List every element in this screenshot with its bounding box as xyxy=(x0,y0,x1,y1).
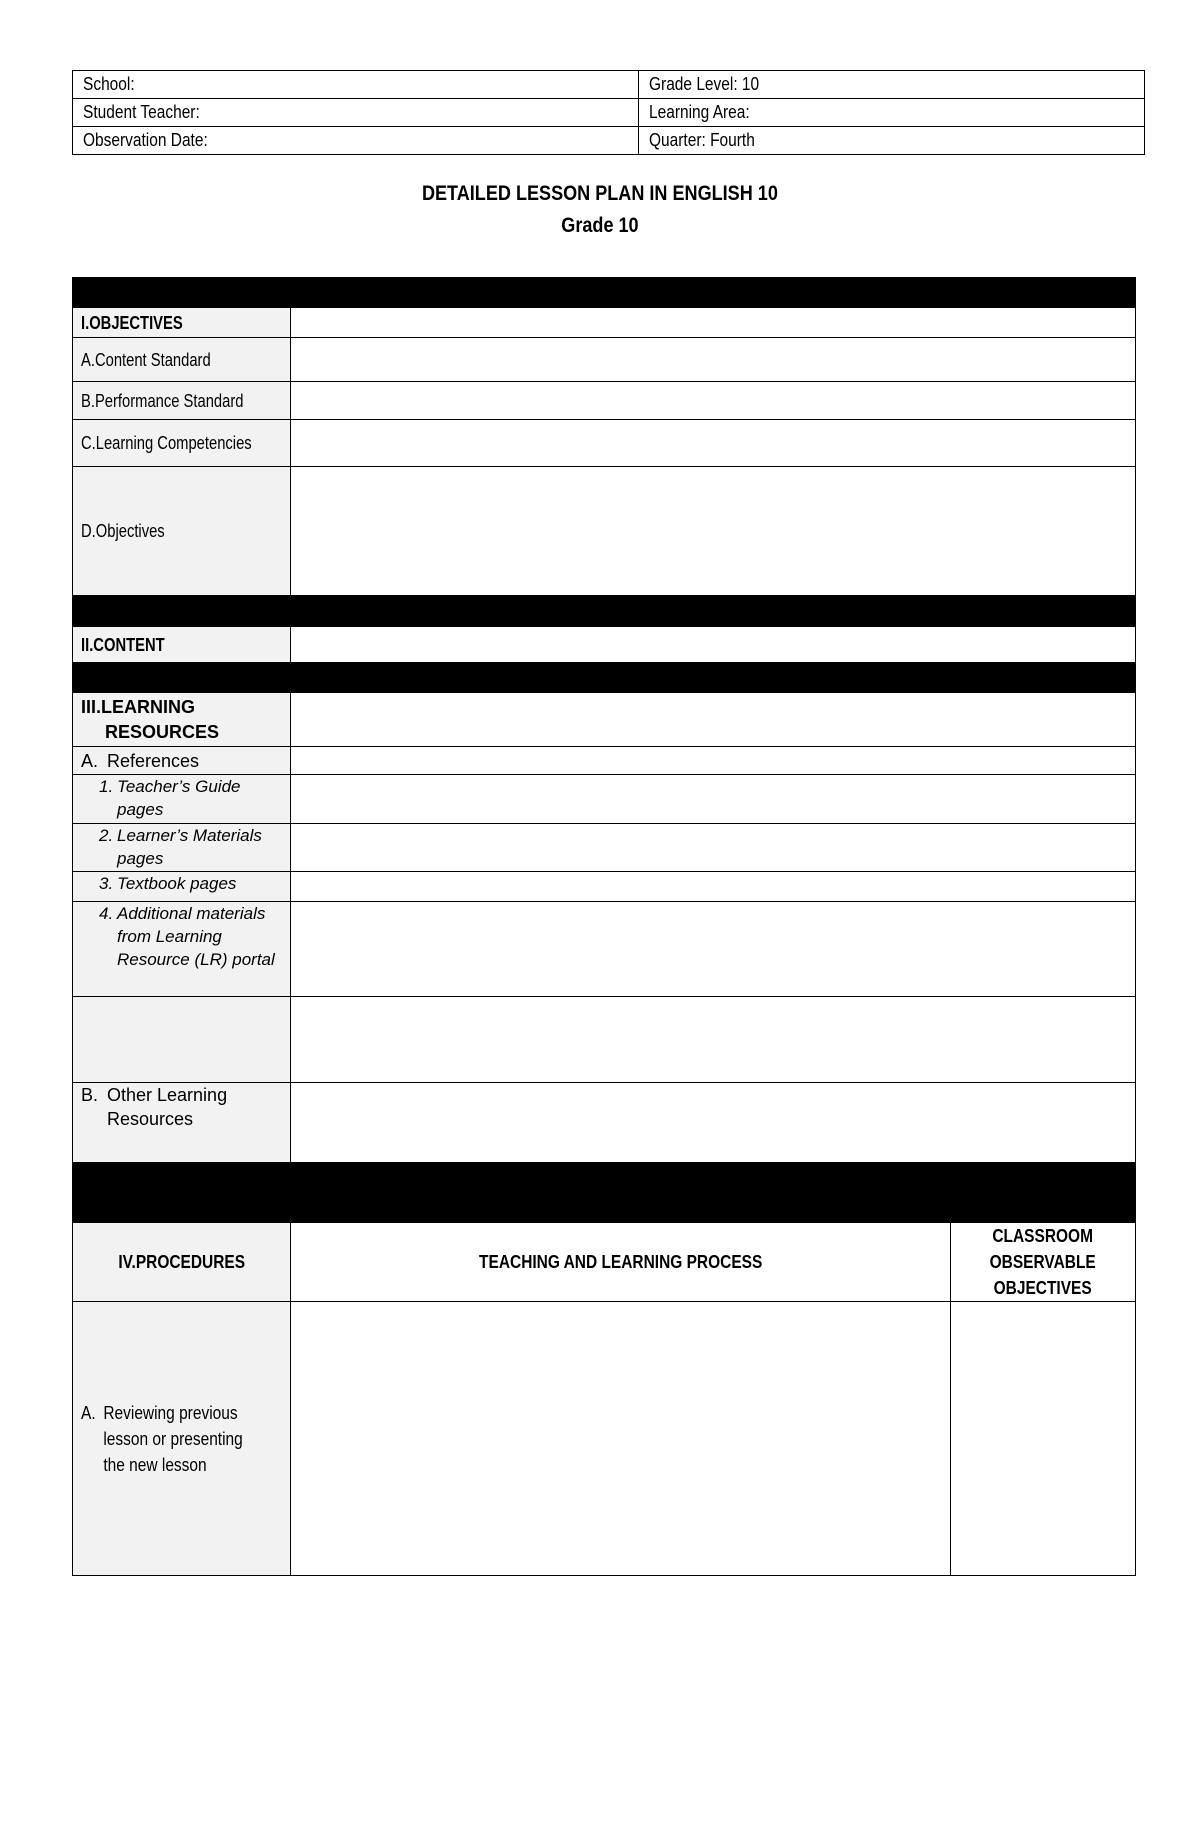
reviewing-lesson-row xyxy=(73,1302,1135,1575)
blank-resource-row xyxy=(73,997,1135,1083)
header-row-teacher xyxy=(73,99,1145,127)
other-learning-resources-row xyxy=(73,1083,1135,1163)
student-teacher-field[interactable] xyxy=(73,99,639,127)
learners-materials-cell[interactable] xyxy=(291,824,1135,871)
learners-materials-row xyxy=(73,824,1135,872)
teachers-guide-cell[interactable] xyxy=(291,775,1135,823)
procedures-heading: IV.PROCEDURES xyxy=(73,1223,291,1301)
black-separator-row xyxy=(73,663,1135,693)
learning-resources-heading-cell[interactable] xyxy=(291,693,1135,746)
other-learning-resources-cell[interactable] xyxy=(291,1083,1135,1162)
teachers-guide-row xyxy=(73,775,1135,824)
content-standard-row xyxy=(73,338,1135,382)
learning-resources-heading xyxy=(73,693,291,746)
performance-standard-cell[interactable] xyxy=(291,382,1135,419)
reviewing-lesson-objectives-cell[interactable] xyxy=(951,1302,1135,1575)
title-sub: Grade 10 xyxy=(561,214,639,237)
grade-level-label: Grade Level: 10 xyxy=(649,74,760,94)
content-standard-cell[interactable] xyxy=(291,338,1135,381)
content-row xyxy=(73,627,1135,663)
learning-competencies-label: C.Learning Competencies xyxy=(73,420,291,466)
learning-resources-heading-line1: III.LEARNING xyxy=(81,696,196,717)
header-row-school xyxy=(73,71,1145,99)
title-main: DETAILED LESSON PLAN IN ENGLISH 10 xyxy=(422,182,778,205)
procedures-header-row xyxy=(73,1223,1135,1302)
observable-objectives-line3: OBJECTIVES xyxy=(993,1278,1093,1298)
teaching-learning-process-heading: TEACHING AND LEARNING PROCESS xyxy=(291,1223,951,1301)
additional-materials-label: 4. Additional materials from Learning Resource (LR) portal xyxy=(73,902,291,996)
objectives-cell[interactable] xyxy=(291,467,1135,595)
teachers-guide-label: 1. Teacher’s Guide pages xyxy=(73,775,291,823)
learning-resources-heading-line2: RESOURCES xyxy=(105,721,220,742)
additional-materials-cell[interactable] xyxy=(291,902,1135,996)
quarter-label: Quarter: Fourth xyxy=(649,130,755,150)
document-title xyxy=(0,178,1200,242)
reviewing-lesson-process-cell[interactable] xyxy=(291,1302,951,1575)
school-field[interactable] xyxy=(73,71,639,99)
references-row xyxy=(73,747,1135,775)
header-row-date xyxy=(73,127,1145,155)
learners-materials-label: 2. Learner’s Materials pages xyxy=(73,824,291,871)
additional-materials-row xyxy=(73,902,1135,997)
references-cell[interactable] xyxy=(291,747,1135,774)
learning-area-field[interactable] xyxy=(639,99,1145,127)
observable-objectives-line2: OBSERVABLE xyxy=(989,1252,1097,1272)
objectives-heading-cell[interactable] xyxy=(291,308,1135,337)
student-teacher-label: Student Teacher: xyxy=(83,102,200,122)
observation-date-label: Observation Date: xyxy=(83,130,208,150)
content-cell[interactable] xyxy=(291,627,1135,662)
performance-standard-row xyxy=(73,382,1135,420)
references-label: A. References xyxy=(73,747,291,774)
observable-objectives-heading xyxy=(951,1223,1135,1301)
learning-resources-heading-row xyxy=(73,693,1135,747)
black-separator-row xyxy=(73,1163,1135,1223)
content-standard-label: A.Content Standard xyxy=(73,338,291,381)
textbook-pages-label: 3. Textbook pages xyxy=(73,872,291,901)
objectives-row xyxy=(73,467,1135,596)
learning-competencies-row xyxy=(73,420,1135,467)
grade-level-field[interactable] xyxy=(639,71,1145,99)
header-info-table xyxy=(72,70,1145,155)
performance-standard-label: B.Performance Standard xyxy=(73,382,291,419)
school-label: School: xyxy=(83,74,135,94)
blank-resource-cell[interactable] xyxy=(291,997,1135,1082)
other-learning-resources-label: B. Other Learning Resources xyxy=(73,1083,291,1162)
textbook-pages-row xyxy=(73,872,1135,902)
reviewing-lesson-label: A. Reviewing previous lesson or presenting the new lesson xyxy=(73,1302,291,1575)
observation-date-field[interactable] xyxy=(73,127,639,155)
objectives-heading-row xyxy=(73,308,1135,338)
objectives-label: D.Objectives xyxy=(73,467,291,595)
observable-objectives-line1: CLASSROOM xyxy=(992,1226,1094,1246)
quarter-field[interactable] xyxy=(639,127,1145,155)
learning-competencies-cell[interactable] xyxy=(291,420,1135,466)
objectives-heading: I.OBJECTIVES xyxy=(73,308,291,337)
black-separator-row xyxy=(73,596,1135,627)
content-heading: II.CONTENT xyxy=(73,627,291,662)
learning-area-label: Learning Area: xyxy=(649,102,750,122)
lesson-plan-table xyxy=(72,277,1136,1576)
textbook-pages-cell[interactable] xyxy=(291,872,1135,901)
blank-resource-label xyxy=(73,997,291,1082)
black-separator-row xyxy=(73,278,1135,308)
